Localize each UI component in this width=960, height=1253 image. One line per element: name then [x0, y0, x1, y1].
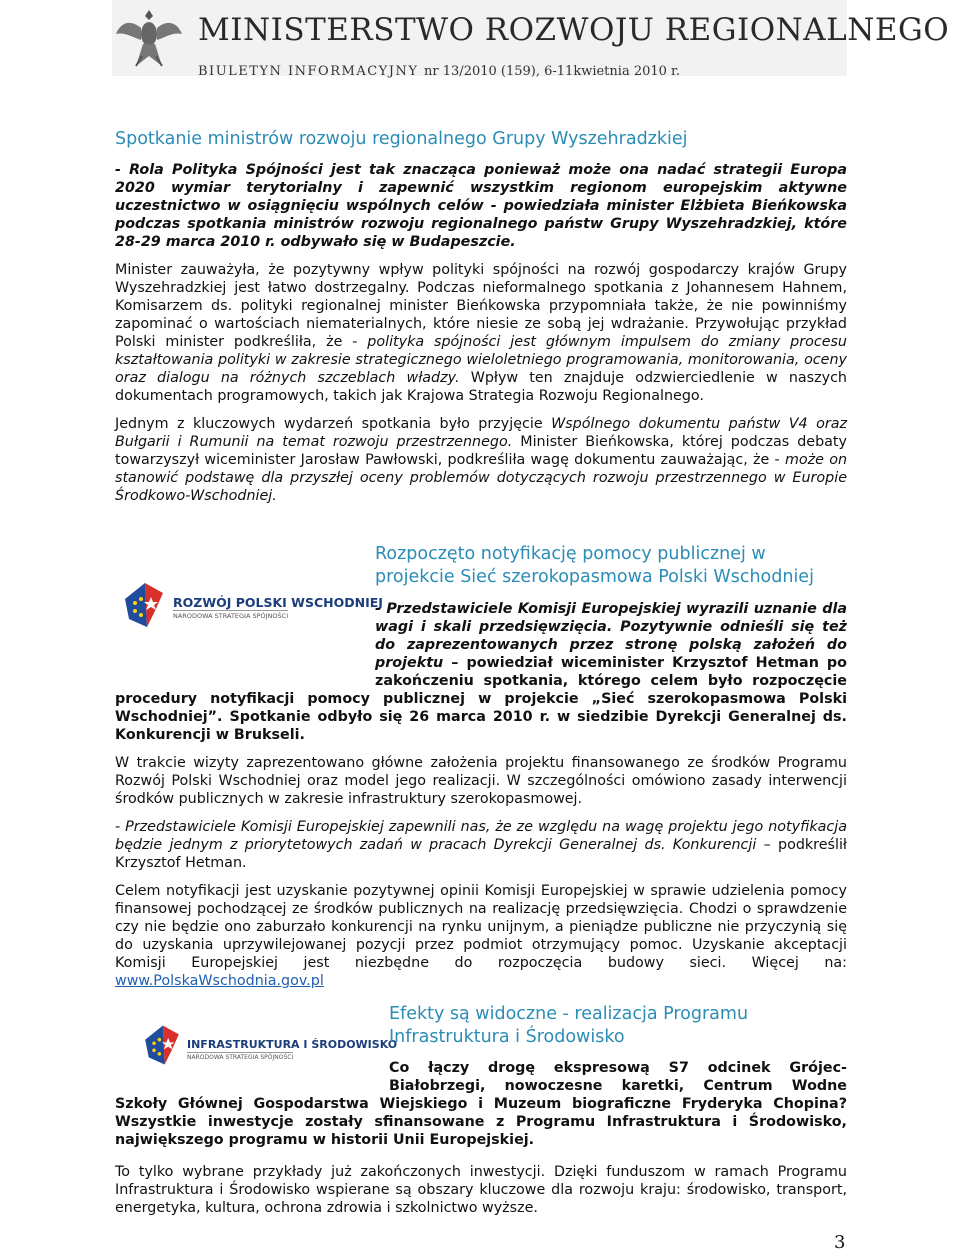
polska-wschodnia-link[interactable]: www.PolskaWschodnia.gov.pl [115, 973, 324, 989]
article-v4 [115, 128, 847, 505]
paragraph-text: Minister zauważyła, że pozytywny wpływ polityki spójności na rozwój gospodarczy krajów Grupy Wyszehradzkiej jest łatwo dostrzegalny. Podczas nieformalnego spotkania z Johannesem Hahnem, Komisarzem ds. polityki regionalnej minister Bieńkowska przypomniała także, że nie powinniśmy zapominać o wartościach niematerialnych, które niesie ze sobą jej wdrażanie. Przywołując przykład Polski minister podkreśliła, że - [115, 262, 847, 350]
article-title: Spotkanie ministrów rozwoju regionalnego Grupy Wyszehradzkiej [115, 129, 688, 149]
float-spacer [115, 600, 375, 688]
lead-text: Co łączy drogę ekspresową S7 odcinek Grójec-Białobrzegi, nowoczesne karetki, Centrum Wodne Szkoły Głównej Gospodarstwa Wiejskiego i Muzeum biograficzne Fryderyka Chopina? Wszystkie inwestycje zostały sfinansowane z Programu Infrastruktura i Środowisko, największego programu w historii Unii Europejskiej. [115, 1060, 847, 1148]
logo-subtitle: NARODOWA STRATEGIA SPÓJNOŚCI [187, 1054, 294, 1061]
lead-text: – powiedział wiceminister Krzysztof Hetman po zakończeniu spotkania, którego celem było rozpoczęcie procedury notyfikacji pomocy publicznej w projekcie „Sieć szerokopasmowa Polski Wschodniej”. Spotkanie odbyło się 26 marca 2010 r. w siedzibie Dyrekcji Generalnej ds. Konkurencji w Brukseli. [115, 655, 847, 743]
article-infrastructure [115, 1003, 847, 1217]
article-lead: - Rola Polityka Spójności jest tak znacząca ponieważ może ona nadać strategii Europa 2020 wymiar terytorialny i zapewnić wszystkim regionom europejskim aktywne uczestnictwo w osiągnięciu wspólnych celów - powiedziała minister Elżbieta Bieńkowska podczas spotkania ministrów rozwoju regionalnego państw Grupy Wyszehradzkiej, które 28-29 marca 2010 r. odbywało się w Budapeszcie. [115, 162, 847, 250]
article-paragraph: W trakcie wizyty zaprezentowano główne założenia projektu finansowanego ze środków Programu Rozwój Polski Wschodniej oraz model jego realizacji. W szczególności omówiono zasady interwencji środków publicznych w zakresie infrastruktury szerokopasmowej. [115, 755, 847, 807]
bulletin-line [198, 64, 680, 79]
logo-title: ROZWÓJ POLSKI WSCHODNIEJ [173, 595, 383, 610]
logo-title: INFRASTRUKTURA I ŚRODOWISKO [187, 1038, 398, 1051]
article-paragraph: To tylko wybrane przykłady już zakończonych inwestycji. Dzięki funduszom w ramach Programu Infrastruktura i Środowisko wspierane są obszary kluczowe dla rozwoju kraju: środowisko, transport, energetyka, kultura, ochrona zdrowia i szkolnictwo wyższe. [115, 1164, 847, 1216]
quote-text: - Przedstawiciele Komisji Europejskiej zapewnili nas, że ze względu na wagę projektu jego notyfikacja będzie jednym z priorytetowych zadań w pracach Dyrekcji Generalnej ds. Konkurencji [115, 819, 847, 853]
logo-subtitle: NARODOWA STRATEGIA SPÓJNOŚCI [173, 612, 289, 620]
article-paragraph [115, 261, 847, 405]
article-lead [115, 1059, 847, 1149]
paragraph-text: Jednym z kluczowych wydarzeń spotkania było przyjęcie [115, 416, 552, 432]
article-broadband [115, 543, 847, 990]
float-spacer [115, 1059, 389, 1095]
paragraph-text: Minister Bieńkowska, której podczas debaty towarzyszył wiceminister Jarosław Pawłowski, podkreśliła wagę dokumentu zauważając, że - [115, 434, 847, 468]
paragraph-text: Celem notyfikacji jest uzyskanie pozytywnej opinii Komisji Europejskiej w sprawie udzielenia pomocy finansowej pochodzącej ze środków publicznych na realizację przedsięwzięcia. Chodzi o sprawdzenie czy nie będzie ono zaburzało konkurencji na rynku unijnym, a pieniądze publiczne nie przyczynią się do uzyskania uprzywilejowanej pozycji przez podmiot otrzymujący pomoc. Uzyskanie akceptacji Komisji Europejskiej jest niezbędne do rozpoczęcia budowy sieci. Więcej na: [115, 883, 847, 971]
article-paragraph [115, 882, 847, 990]
quote-text: polityka spójności jest głównym impulsem do zmiany procesu kształtowania polityki w zakresie strategicznego wieloletniego programowania, monitorowania, oceny oraz dialogu na różnych szczeblach władzy. [115, 334, 847, 386]
article-lead [115, 600, 847, 744]
issue-info: nr 13/2010 (159), 6-11kwietnia 2010 r. [424, 64, 680, 79]
paragraph-text: – podkreślił Krzysztof Hetman. [115, 837, 847, 871]
quote-text: może on stanowić podstawę dla przyszłej oceny problemów dotyczących rozwoju przestrzennego w Europie Środkowo-Wschodniej. [115, 452, 848, 504]
paragraph-text: Wpływ ten znajduje odzwierciedlenie w naszych dokumentach programowych, takich jak Krajowa Strategia Rozwoju Regionalnego. [115, 370, 847, 404]
document-title-text: Wspólnego dokumentu państw V4 oraz Bułgarii i Rumunii na temat rozwoju przestrzennego. [115, 416, 847, 450]
ministry-name: MINISTERSTWO ROZWOJU REGIONALNEGO [198, 12, 950, 48]
page-number: 3 [834, 1232, 846, 1253]
article-paragraph [115, 415, 847, 505]
article-title: Efekty są widoczne - realizacja Programu Infrastruktura i Środowisko [389, 1004, 749, 1047]
quote-text: - Przedstawiciele Komisji Europejskiej wyrazili uznanie dla wagi i skali przedsięwzięcia. Pozytywnie odnieśli się też do zaprezentowanych przez stronę polską założeń do projektu [375, 601, 847, 671]
article-paragraph [115, 818, 847, 872]
eagle-emblem-icon [114, 4, 184, 72]
bulletin-label: BIULETYN INFORMACYJNY [198, 64, 419, 79]
article-title: Rozpoczęto notyfikację pomocy publicznej w projekcie Sieć szerokopasmowa Polski Wschodniej [375, 544, 814, 587]
